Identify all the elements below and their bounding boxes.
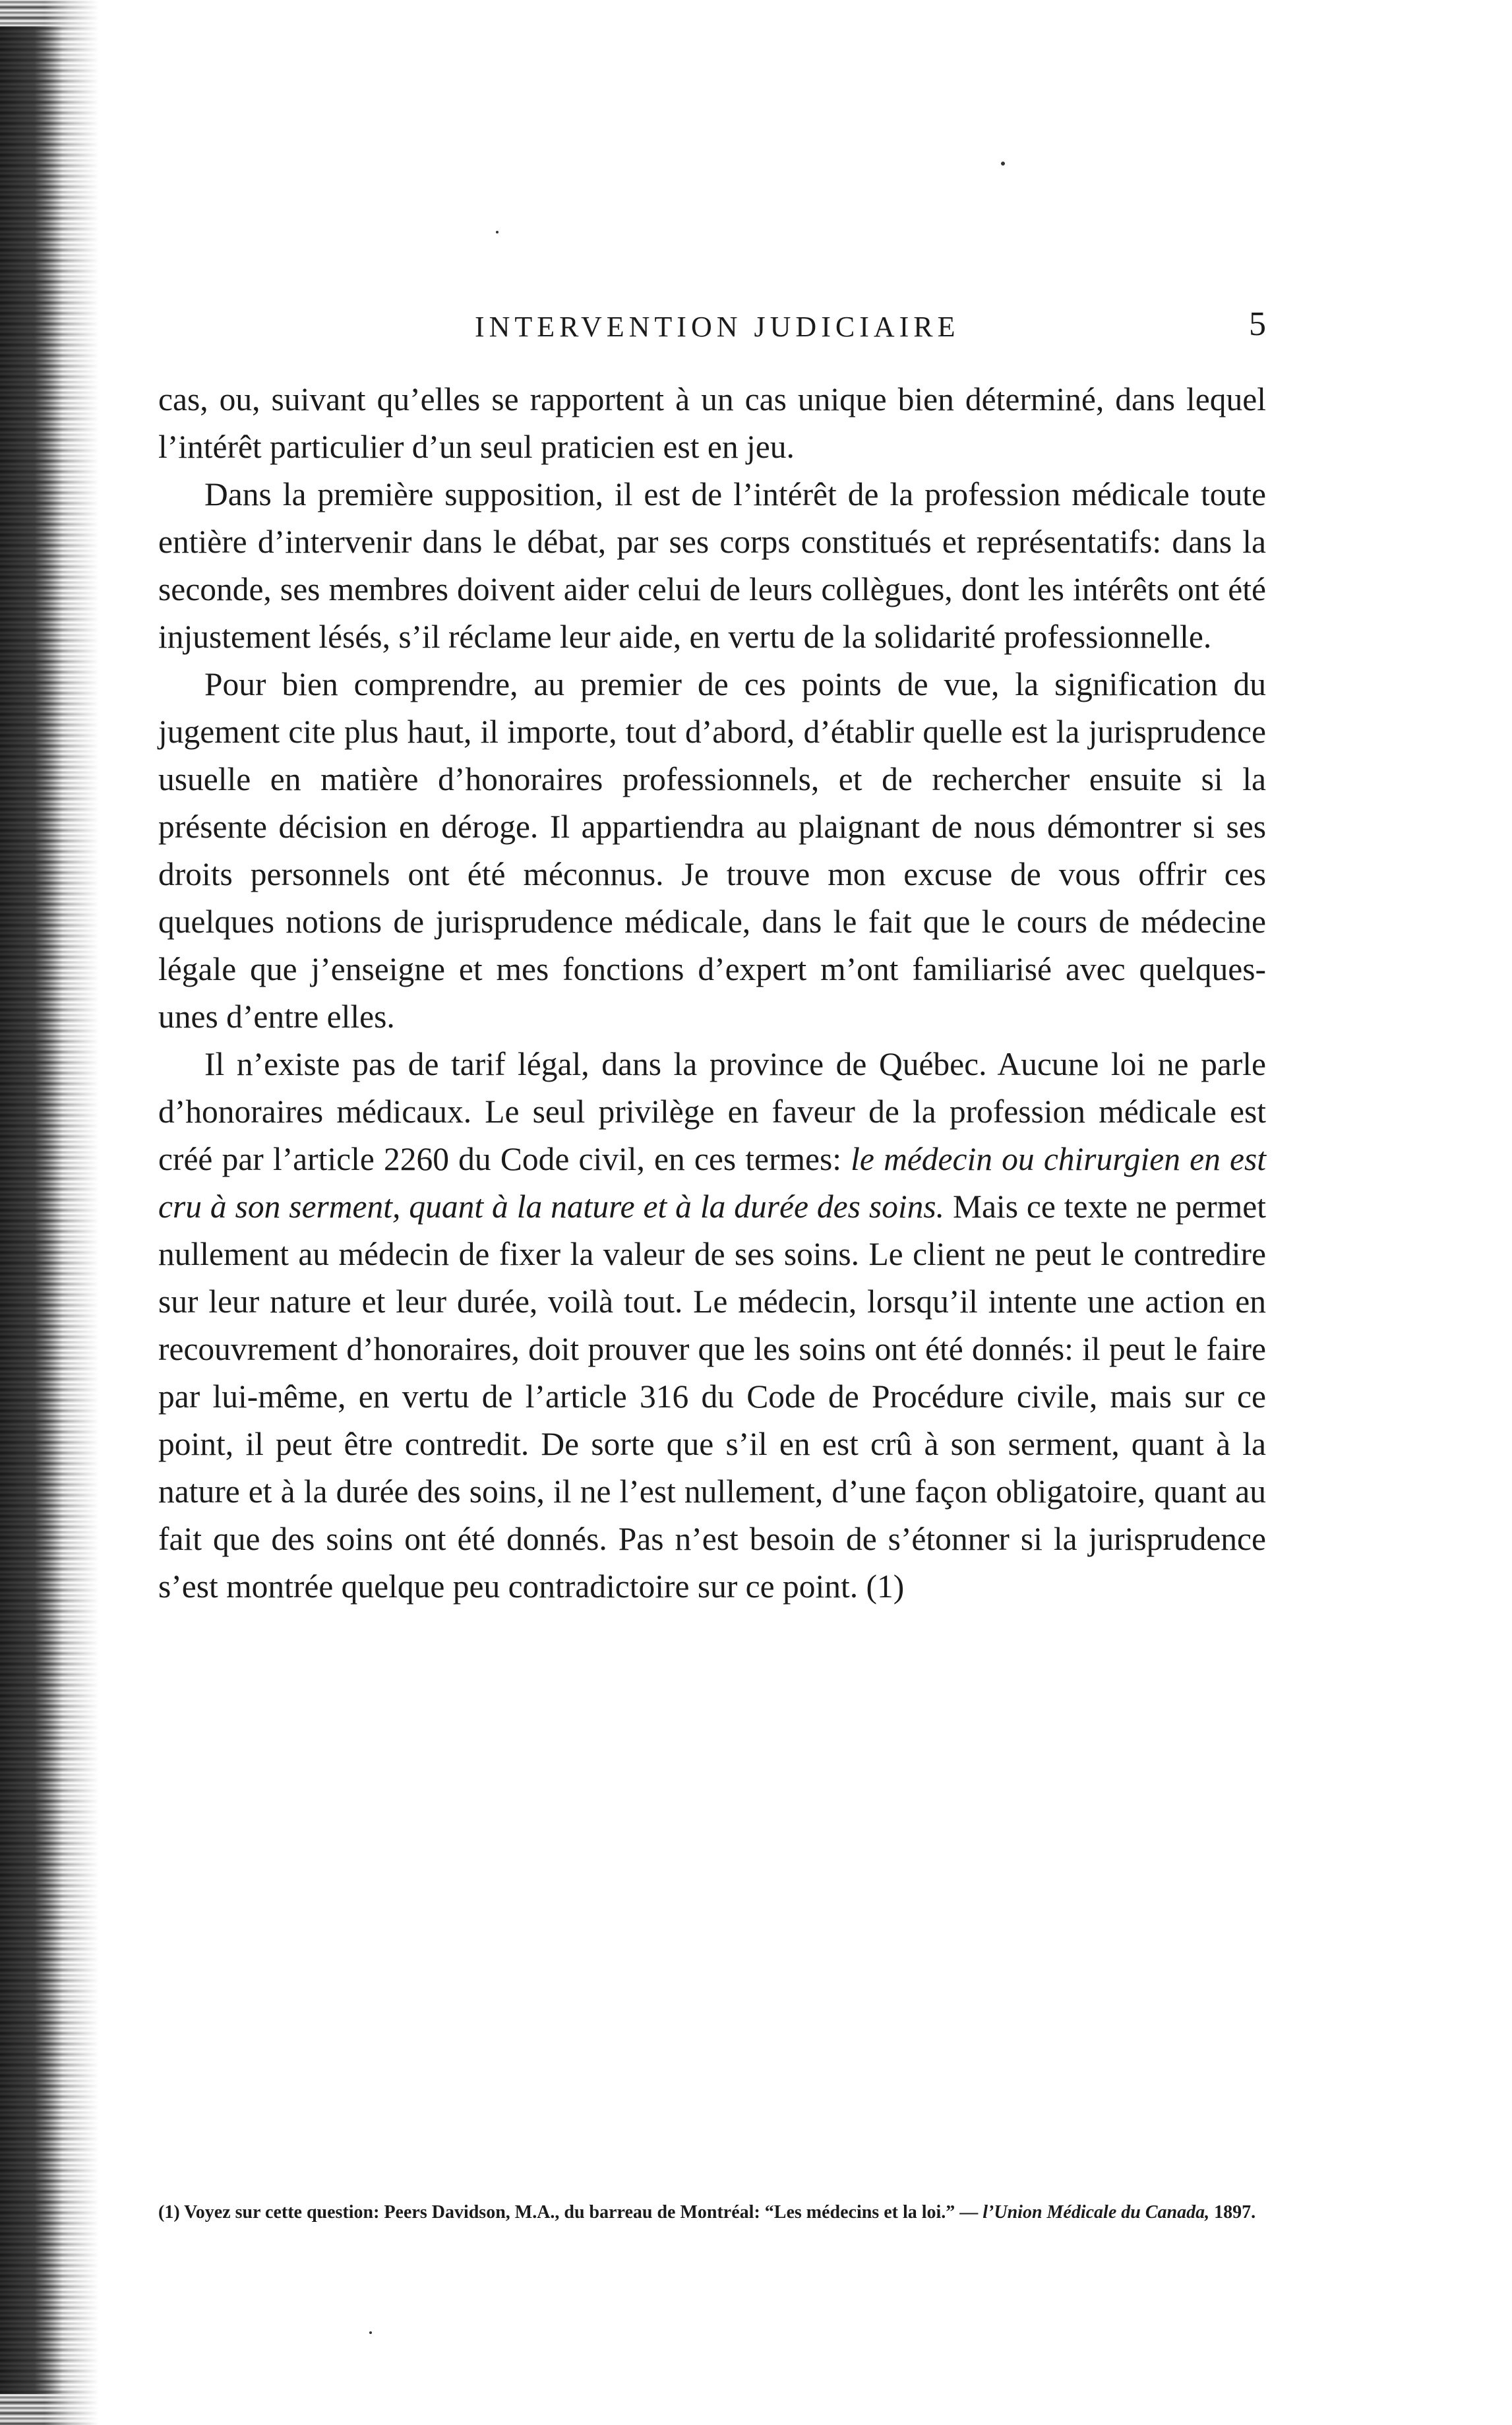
footnote-text: (1) Voyez sur cette question: Peers Davidson, M.A., du barreau de Montréal: “Les médecins et la loi.” — [158,2202,979,2223]
body-text [158,376,1266,1611]
footnote [158,2199,1266,2226]
scan-binding-shadow [0,26,63,2394]
scan-speck [1001,162,1005,166]
paragraph-continued: cas, ou, suivant qu’elles se rapportent à un cas unique bien déterminé, dans lequel l’intérêt particulier d’un seul praticien est en jeu. [158,381,1266,465]
paragraph: Pour bien comprendre, au premier de ces points de vue, la signification du jugement cite plus haut, il importe, tout d’abord, d’établir quelle est la jurisprudence usuelle en matière d’honoraires professionnels, et de rechercher ensuite si la présente décision en déroge. Il appartiendra au plaignant de nous démontrer si ses droits personnels ont été méconnus. Je trouve mon excuse de vous offrir ces quelques notions de jurisprudence médicale, dans le fait que le cours de médecine légale que j’enseigne et mes fonctions d’expert m’ont familiarisé avec quelques-unes d’entre elles. [158,666,1266,1035]
scan-speck [496,231,499,233]
paragraph-text: Mais ce texte ne permet nullement au médecin de fixer la valeur de ses soins. Le client ne peut le contredire sur leur nature et leur durée, voilà tout. Le médecin, lorsqu’il intente une action en recouvrement d’honoraires, doit prouver que les soins ont été donnés: il peut le faire par lui-même, en vertu de l’article 316 du Code de Procédure civile, mais sur ce point, il peut être contredit. De sorte que s’il en est crû à son serment, quant à la nature et à la durée des soins, il ne l’est nullement, d’une façon obligatoire, quant au fait que des soins ont été donnés. Pas n’est besoin de s’étonner si la jurisprudence s’est montrée quelque peu contradictoire sur ce point. [158,1188,1266,1605]
footnote-journal-italic: l’Union Médicale du Canada, [983,2202,1210,2223]
paragraph [158,1041,1266,1611]
paragraph-text: Il n’existe pas de tarif légal, dans la province de Québec. Aucune loi ne parle d’honoraires médicaux. Le seul privilège en faveur de la profession médicale est créé par l’article 2260 du Code civil, en ces termes: [158,1046,1266,1177]
footnote-reference: (1) [866,1568,905,1605]
quoted-article-italic: le médecin ou chirurgien en est cru à son serment, quant à la nature et à la durée des soins. [158,1141,1267,1225]
footnote-year: 1897. [1209,2202,1256,2223]
page-number: 5 [1249,305,1266,343]
running-title: INTERVENTION JUDICIAIRE [475,311,960,343]
running-head [158,305,1266,356]
paragraph: Dans la première supposition, il est de l’intérêt de la profession médicale toute entière d’intervenir dans le débat, par ses corps constitués et représentatifs: dans la seconde, ses membres doivent aider celui de leurs collègues, dont les intérêts ont été injustement lésés, s’il réclame leur aide, en vertu de la solidarité professionnelle. [158,476,1266,655]
scan-speck [369,2331,372,2334]
